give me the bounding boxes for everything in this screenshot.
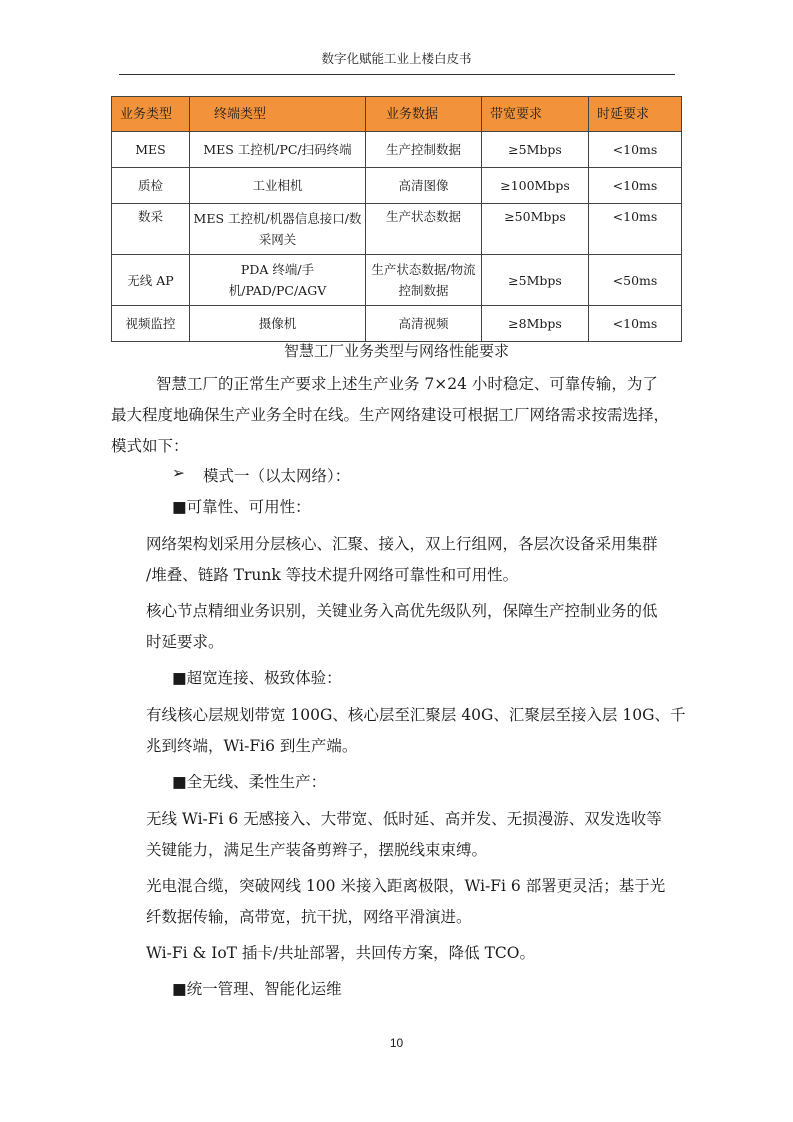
table-cell: 高清图像 bbox=[366, 168, 482, 204]
table-cell: MES bbox=[112, 132, 190, 168]
intro-paragraph-line: 智慧工厂的正常生产要求上述生产业务 7×24 小时稳定、可靠传输，为了 bbox=[156, 375, 658, 393]
table-cell: 高清视频 bbox=[366, 306, 482, 342]
performance-table bbox=[111, 96, 682, 342]
page-number: 10 bbox=[389, 1036, 404, 1050]
column-header-service-type: 业务类型 bbox=[112, 97, 190, 132]
column-header-terminal-type: 终端类型 bbox=[190, 97, 366, 132]
table-cell: ≥8Mbps bbox=[482, 306, 589, 342]
section-heading-unified-management: ■统一管理、智能化运维 bbox=[172, 980, 342, 998]
paragraph-line: 网络架构划采用分层核心、汇聚、接入，双上行组网，各层次设备采用集群 bbox=[146, 535, 658, 553]
mode-heading: 模式一（以太网络）： bbox=[203, 467, 351, 485]
section-heading-reliability: ■可靠性、可用性： bbox=[172, 498, 311, 516]
table-cell: 视频监控 bbox=[112, 306, 190, 342]
section-heading-wireless: ■全无线、柔性生产： bbox=[172, 773, 327, 791]
page-header-title: 数字化赋能工业上楼白皮书 bbox=[321, 51, 472, 66]
paragraph-line: 核心节点精细业务识别，关键业务入高优先级队列，保障生产控制业务的低 bbox=[146, 602, 658, 620]
section-heading-ultra-broadband: ■超宽连接、极致体验： bbox=[172, 669, 342, 687]
paragraph-line: 纤数据传输，高带宽，抗干扰，网络平滑演进。 bbox=[146, 908, 472, 926]
table-cell: <10ms bbox=[589, 306, 682, 342]
column-header-bandwidth: 带宽要求 bbox=[482, 97, 589, 132]
table-caption: 智慧工厂业务类型与网络性能要求 bbox=[283, 342, 509, 360]
table-cell: <10ms bbox=[589, 132, 682, 168]
table-row bbox=[112, 132, 682, 168]
paragraph-line: 无线 Wi-Fi 6 无感接入、大带宽、低时延、高并发、无损漫游、双发选收等 bbox=[146, 810, 662, 828]
arrow-bullet-icon: ➢ bbox=[172, 464, 185, 482]
table-cell: 摄像机 bbox=[190, 306, 366, 342]
table-cell: 工业相机 bbox=[190, 168, 366, 204]
paragraph-line: Wi-Fi & IoT 插卡/共址部署，共回传方案，降低 TCO。 bbox=[146, 944, 535, 962]
table-cell: ≥5Mbps bbox=[482, 255, 589, 306]
table-row bbox=[112, 204, 682, 255]
table-row bbox=[112, 306, 682, 342]
table-cell: ≥5Mbps bbox=[482, 132, 589, 168]
table-cell: MES 工控机/机器信息接口/数采网关 bbox=[190, 204, 366, 255]
table-cell: 数采 bbox=[112, 204, 190, 255]
table-cell: 生产状态数据 bbox=[366, 204, 482, 255]
table-cell: 生产控制数据 bbox=[366, 132, 482, 168]
table-cell: 无线 AP bbox=[112, 255, 190, 306]
paragraph-line: 时延要求。 bbox=[146, 633, 224, 651]
table-cell: <10ms bbox=[589, 204, 682, 255]
table-cell: ≥50Mbps bbox=[482, 204, 589, 255]
paragraph-line: 关键能力，满足生产装备剪辫子，摆脱线束束缚。 bbox=[146, 841, 488, 859]
paragraph-line: 光电混合缆，突破网线 100 米接入距离极限，Wi-Fi 6 部署更灵活；基于光 bbox=[146, 877, 666, 895]
table-row bbox=[112, 168, 682, 204]
table-cell: ≥100Mbps bbox=[482, 168, 589, 204]
table-cell: <50ms bbox=[589, 255, 682, 306]
paragraph-line: 有线核心层规划带宽 100G、核心层至汇聚层 40G、汇聚层至接入层 10G、千 bbox=[146, 706, 686, 724]
table-cell: 生产状态数据/物流控制数据 bbox=[366, 255, 482, 306]
intro-paragraph-line: 最大程度地确保生产业务全时在线。生产网络建设可根据工厂网络需求按需选择， bbox=[111, 406, 670, 424]
table-cell: PDA 终端/手机/PAD/PC/AGV bbox=[190, 255, 366, 306]
column-header-service-data: 业务数据 bbox=[366, 97, 482, 132]
paragraph-line: 兆到终端，Wi-Fi6 到生产端。 bbox=[146, 737, 358, 755]
column-header-latency: 时延要求 bbox=[589, 97, 682, 132]
table-cell: 质检 bbox=[112, 168, 190, 204]
table-cell: MES 工控机/PC/扫码终端 bbox=[190, 132, 366, 168]
paragraph-line: /堆叠、链路 Trunk 等技术提升网络可靠性和可用性。 bbox=[146, 566, 519, 584]
intro-paragraph-line: 模式如下： bbox=[111, 437, 189, 455]
table-header-row bbox=[112, 97, 682, 132]
header-divider bbox=[119, 74, 675, 75]
table-row bbox=[112, 255, 682, 306]
table-cell: <10ms bbox=[589, 168, 682, 204]
